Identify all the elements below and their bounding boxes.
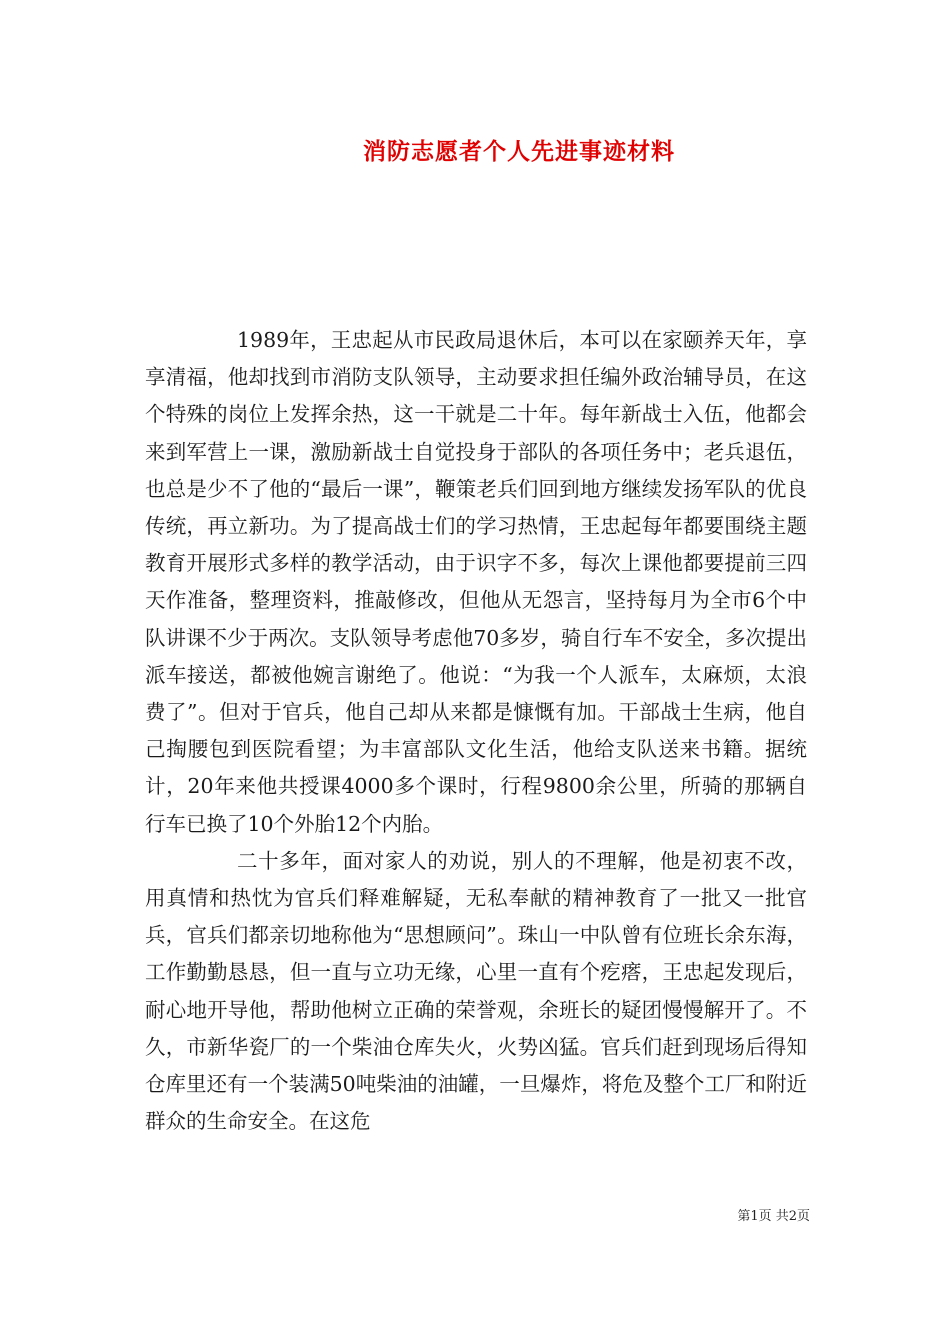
- paragraph-1: 1989年，王忠起从市民政局退休后，本可以在家颐养天年，享享清福，他却找到市消防支队领导，主动要求担任编外政治辅导员，在这个特殊的岗位上发挥余热，这一干就是二十年。每年新战士入伍，他都会来到军营上一课，激励新战士自觉投身于部队的各项任务中；老兵退伍，也总是少不了他的“最后一课”，鞭策老兵们回到地方继续发扬军队的优良传统，再立新功。为了提高战士们的学习热情，王忠起每年都要围绕主题教育开展形式多样的教学活动，由于识字不多，每次上课他都要提前三四天作准备，整理资料，推敲修改，但他从无怨言，坚持每月为全市6个中队讲课不少于两次。支队领导考虑他70多岁，骑自行车不安全，多次提出派车接送，都被他婉言谢绝了。他说：“为我一个人派车，太麻烦，太浪费了”。但对于官兵，他自己却从来都是慷慨有加。干部战士生病，他自己掏腰包到医院看望；为丰富部队文化生活，他给支队送来书籍。据统计，20年来他共授课4000多个课时，行程9800余公里，所骑的那辆自行车已换了10个外胎12个内胎。: [145, 328, 807, 836]
- page-number-footer: 第1页 共2页: [737, 1209, 810, 1224]
- paragraph-2: 二十多年，面对家人的劝说，别人的不理解，他是初衷不改，用真情和热忱为官兵们释难解疑，无私奉献的精神教育了一批又一批官兵，官兵们都亲切地称他为“思想顾问”。珠山一中队曾有位班长余东海，工作勤勤恳恳，但一直与立功无缘，心里一直有个疙瘩，王忠起发现后，耐心地开导他，帮助他树立正确的荣誉观，余班长的疑团慢慢解开了。不久，市新华瓷厂的一个柴油仓库失火，火势凶猛。官兵们赶到现场后得知仓库里还有一个装满50吨柴油的油罐，一旦爆炸，将危及整个工厂和附近群众的生命安全。在这危: [145, 848, 807, 1134]
- document-title: 消防志愿者个人先进事迹材料: [363, 138, 675, 165]
- document-body: [145, 322, 807, 1140]
